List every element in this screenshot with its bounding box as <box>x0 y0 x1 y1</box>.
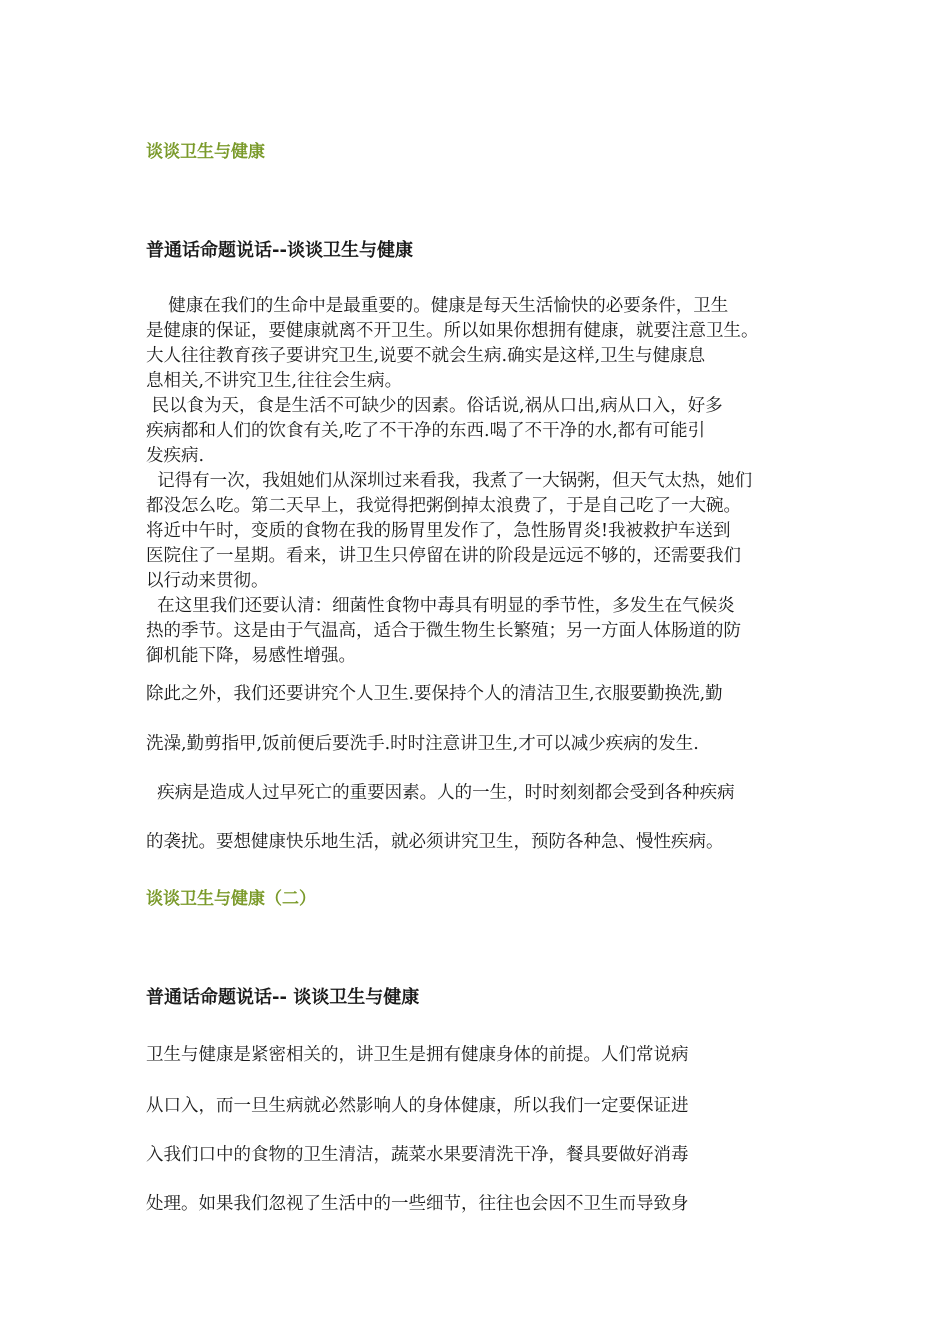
text-line: 热的季节。这是由于气温高，适合于微生物生长繁殖；另一方面人体肠道的防 <box>146 621 741 641</box>
text-line: 发疾病. <box>146 446 205 466</box>
text-line: 在这里我们还要认清：细菌性食物中毒具有明显的季节性，多发生在气候炎 <box>146 596 735 616</box>
text-line: 大人往往教育孩子要讲究卫生,说要不就会生病.确实是这样,卫生与健康息 <box>146 346 706 366</box>
section-title: 谈谈卫生与健康 <box>146 142 265 162</box>
text-line: 都没怎么吃。第二天早上，我觉得把粥倒掉太浪费了，于是自己吃了一大碗。 <box>146 496 741 516</box>
text-line: 息相关,不讲究卫生,往往会生病。 <box>146 371 403 391</box>
section-subtitle: 普通话命题说话-- 谈谈卫生与健康 <box>146 987 420 1008</box>
text-line: 将近中午时，变质的食物在我的肠胃里发作了，急性肠胃炎!我被救护车送到 <box>146 521 731 541</box>
text-line: 是健康的保证，要健康就离不开卫生。所以如果你想拥有健康，就要注意卫生。 <box>146 321 759 341</box>
text-line: 健康在我们的生命中是最重要的。健康是每天生活愉快的必要条件，卫生 <box>146 296 729 316</box>
text-line: 记得有一次，我姐她们从深圳过来看我，我煮了一大锅粥，但天气太热，她们 <box>146 471 753 491</box>
text-line: 洗澡,勤剪指甲,饭前便后要洗手.时时注意讲卫生,才可以减少疾病的发生. <box>146 734 699 754</box>
text-line: 的袭扰。要想健康快乐地生活，就必须讲究卫生，预防各种急、慢性疾病。 <box>146 832 724 852</box>
text-line: 处理。如果我们忽视了生活中的一些细节，往往也会因不卫生而导致身 <box>146 1194 689 1214</box>
text-line: 从口入，而一旦生病就必然影响人的身体健康，所以我们一定要保证进 <box>146 1096 689 1116</box>
section-subtitle: 普通话命题说话--谈谈卫生与健康 <box>146 240 413 261</box>
text-line: 卫生与健康是紧密相关的，讲卫生是拥有健康身体的前提。人们常说病 <box>146 1045 689 1065</box>
text-line: 除此之外，我们还要讲究个人卫生.要保持个人的清洁卫生,衣服要勤换洗,勤 <box>146 684 723 704</box>
text-line: 医院住了一星期。看来，讲卫生只停留在讲的阶段是远远不够的，还需要我们 <box>146 546 741 566</box>
text-line: 以行动来贯彻。 <box>146 571 269 591</box>
section-title: 谈谈卫生与健康（二） <box>146 889 316 909</box>
text-line: 疾病都和人们的饮食有关,吃了不干净的东西.喝了不干净的水,都有可能引 <box>146 421 706 441</box>
text-line: 御机能下降，易感性增强。 <box>146 646 356 666</box>
text-line: 民以食为天，食是生活不可缺少的因素。俗话说,祸从口出,病从口入，好多 <box>146 396 723 416</box>
text-line: 疾病是造成人过早死亡的重要因素。人的一生，时时刻刻都会受到各种疾病 <box>146 783 735 803</box>
text-line: 入我们口中的食物的卫生清洁，蔬菜水果要清洗干净，餐具要做好消毒 <box>146 1145 689 1165</box>
